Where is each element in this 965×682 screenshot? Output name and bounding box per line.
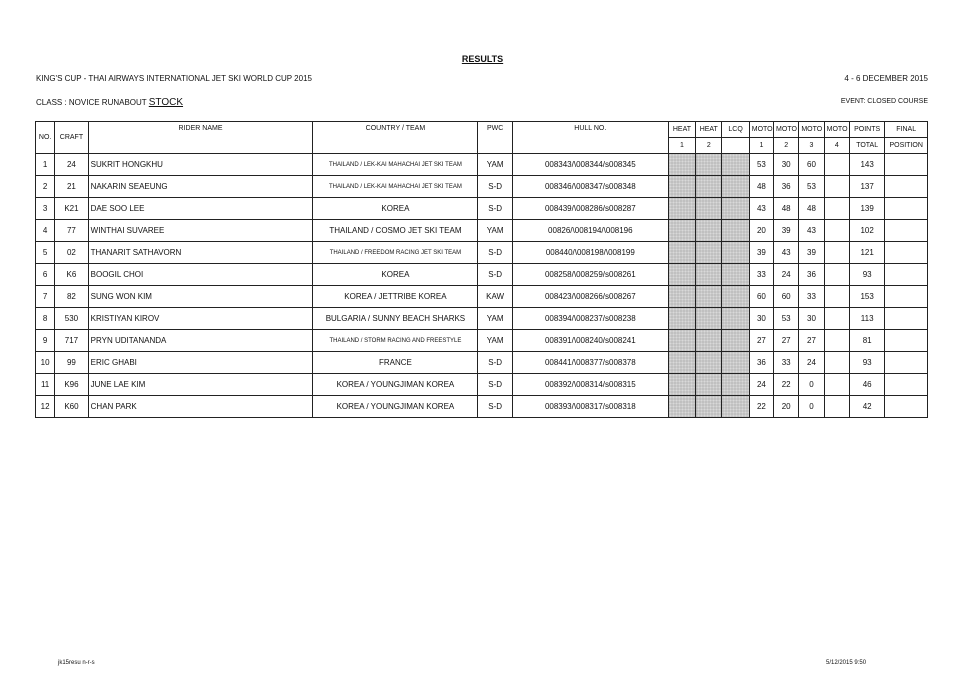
table-row	[36, 198, 928, 220]
cell-moto2: 36	[774, 176, 799, 198]
cell-country: FRANCE	[313, 352, 478, 374]
cell-moto2: 43	[774, 242, 799, 264]
table-row	[36, 286, 928, 308]
cell-moto2: 39	[774, 220, 799, 242]
cell-pwc: YAM	[478, 220, 512, 242]
cell-heat2	[696, 264, 722, 286]
cell-craft: K6	[55, 264, 88, 286]
table-row	[36, 352, 928, 374]
cell-heat2	[696, 176, 722, 198]
cell-craft: 02	[55, 242, 88, 264]
col-heat1: HEAT	[668, 122, 695, 138]
cell-heat1	[668, 154, 695, 176]
cell-moto4	[824, 308, 849, 330]
cell-heat1	[668, 286, 695, 308]
cell-moto3: 48	[799, 198, 824, 220]
cell-no: 4	[36, 220, 55, 242]
cell-total: 153	[849, 286, 884, 308]
cell-lcq	[722, 220, 749, 242]
cell-lcq	[722, 352, 749, 374]
cell-moto4	[824, 286, 849, 308]
table-row	[36, 154, 928, 176]
cell-hull: 00826/\008194/\008196	[512, 220, 668, 242]
cell-pwc: S-D	[478, 396, 512, 418]
col-moto1-sub: 1	[749, 138, 773, 154]
col-lcq-sub	[722, 138, 749, 154]
cell-moto3: 0	[799, 374, 824, 396]
cell-country: THAILAND / COSMO JET SKI TEAM	[313, 220, 478, 242]
cell-hull: 008346/\008347/s008348	[512, 176, 668, 198]
cell-moto3: 30	[799, 308, 824, 330]
col-heat1-sub: 1	[668, 138, 695, 154]
cell-heat2	[696, 330, 722, 352]
cell-total: 93	[849, 264, 884, 286]
cell-no: 12	[36, 396, 55, 418]
cell-final	[885, 220, 928, 242]
cell-no: 9	[36, 330, 55, 352]
cell-heat2	[696, 308, 722, 330]
cell-heat2	[696, 198, 722, 220]
cell-lcq	[722, 198, 749, 220]
cell-moto1: 43	[749, 198, 773, 220]
cell-moto1: 27	[749, 330, 773, 352]
cell-country: KOREA	[313, 264, 478, 286]
cell-hull: 008394/\008237/s008238	[512, 308, 668, 330]
cell-pwc: YAM	[478, 308, 512, 330]
cell-moto3: 43	[799, 220, 824, 242]
cell-heat2	[696, 396, 722, 418]
cell-lcq	[722, 286, 749, 308]
cell-rider: NAKARIN SEAEUNG	[88, 176, 313, 198]
cell-hull: 008258/\008259/s008261	[512, 264, 668, 286]
col-lcq: LCQ	[722, 122, 749, 138]
cell-lcq	[722, 396, 749, 418]
col-final-sub: POSITION	[885, 138, 928, 154]
cell-no: 2	[36, 176, 55, 198]
cell-final	[885, 154, 928, 176]
cell-lcq	[722, 330, 749, 352]
cell-total: 137	[849, 176, 884, 198]
cell-country: KOREA / JETTRIBE KOREA	[313, 286, 478, 308]
cell-lcq	[722, 308, 749, 330]
cell-rider: JUNE LAE KIM	[88, 374, 313, 396]
cell-heat2	[696, 374, 722, 396]
cell-lcq	[722, 264, 749, 286]
cell-moto2: 48	[774, 198, 799, 220]
cell-final	[885, 242, 928, 264]
cell-hull: 008391/\008240/s008241	[512, 330, 668, 352]
cell-lcq	[722, 242, 749, 264]
cell-moto4	[824, 352, 849, 374]
cell-moto2: 33	[774, 352, 799, 374]
col-moto4: MOTO	[824, 122, 849, 138]
cell-hull: 008441/\008377/s008378	[512, 352, 668, 374]
col-no: NO.	[36, 122, 55, 154]
col-craft: CRAFT	[55, 122, 88, 154]
cell-total: 46	[849, 374, 884, 396]
cell-country: THAILAND / LEK-KAI MAHACHAI JET SKI TEAM	[313, 176, 478, 198]
cell-heat2	[696, 154, 722, 176]
cell-rider: SUKRIT HONGKHU	[88, 154, 313, 176]
cell-moto4	[824, 242, 849, 264]
cell-heat1	[668, 176, 695, 198]
event-dates: 4 - 6 DECEMBER 2015	[844, 74, 928, 83]
cell-heat2	[696, 242, 722, 264]
cell-craft: 77	[55, 220, 88, 242]
cell-final	[885, 264, 928, 286]
cell-rider: DAE SOO LEE	[88, 198, 313, 220]
cell-final	[885, 374, 928, 396]
cell-moto4	[824, 220, 849, 242]
cell-moto4	[824, 198, 849, 220]
col-country: COUNTRY / TEAM	[313, 122, 478, 154]
cell-lcq	[722, 176, 749, 198]
cell-craft: 99	[55, 352, 88, 374]
cell-moto1: 33	[749, 264, 773, 286]
cell-no: 1	[36, 154, 55, 176]
cell-rider: KRISTIYAN KIROV	[88, 308, 313, 330]
cell-craft: 21	[55, 176, 88, 198]
cell-moto4	[824, 264, 849, 286]
table-row	[36, 330, 928, 352]
cell-no: 10	[36, 352, 55, 374]
cell-heat2	[696, 220, 722, 242]
cell-moto3: 60	[799, 154, 824, 176]
cell-final	[885, 352, 928, 374]
cell-final	[885, 198, 928, 220]
cell-country: THAILAND / LEK-KAI MAHACHAI JET SKI TEAM	[313, 154, 478, 176]
cell-pwc: S-D	[478, 242, 512, 264]
cell-total: 93	[849, 352, 884, 374]
page-title: RESULTS	[461, 54, 504, 64]
cell-craft: 717	[55, 330, 88, 352]
table-row	[36, 242, 928, 264]
table-row	[36, 396, 928, 418]
col-final: FINAL	[885, 122, 928, 138]
col-heat2: HEAT	[696, 122, 722, 138]
cell-heat1	[668, 374, 695, 396]
cell-moto1: 53	[749, 154, 773, 176]
cell-rider: SUNG WON KIM	[88, 286, 313, 308]
cell-moto3: 27	[799, 330, 824, 352]
cell-country: KOREA / YOUNGJIMAN KOREA	[313, 396, 478, 418]
cell-moto2: 60	[774, 286, 799, 308]
cell-moto1: 39	[749, 242, 773, 264]
cell-heat1	[668, 396, 695, 418]
col-moto4-sub: 4	[824, 138, 849, 154]
cell-total: 81	[849, 330, 884, 352]
cell-moto3: 39	[799, 242, 824, 264]
class-prefix: CLASS : NOVICE RUNABOUT	[36, 98, 149, 107]
cell-hull: 008392/\008314/s008315	[512, 374, 668, 396]
col-heat2-sub: 2	[696, 138, 722, 154]
cell-rider: PRYN UDITANANDA	[88, 330, 313, 352]
col-moto2-sub: 2	[774, 138, 799, 154]
cell-lcq	[722, 154, 749, 176]
col-moto3-sub: 3	[799, 138, 824, 154]
cell-moto1: 48	[749, 176, 773, 198]
cell-moto1: 24	[749, 374, 773, 396]
cell-moto3: 33	[799, 286, 824, 308]
cell-hull: 008423/\008266/s008267	[512, 286, 668, 308]
col-moto3: MOTO	[799, 122, 824, 138]
cell-rider: THANARIT SATHAVORN	[88, 242, 313, 264]
cell-pwc: S-D	[478, 198, 512, 220]
cell-hull: 008393/\008317/s008318	[512, 396, 668, 418]
cell-moto4	[824, 176, 849, 198]
cell-hull: 008440/\008198/\008199	[512, 242, 668, 264]
cell-moto4	[824, 374, 849, 396]
cell-total: 113	[849, 308, 884, 330]
cell-pwc: YAM	[478, 330, 512, 352]
cell-no: 3	[36, 198, 55, 220]
cell-moto3: 53	[799, 176, 824, 198]
cell-craft: K60	[55, 396, 88, 418]
cell-heat1	[668, 264, 695, 286]
cell-country: THAILAND / FREEDOM RACING JET SKI TEAM	[313, 242, 478, 264]
cell-moto1: 22	[749, 396, 773, 418]
table-row	[36, 374, 928, 396]
cell-moto4	[824, 396, 849, 418]
event-type: EVENT: CLOSED COURSE	[840, 98, 928, 105]
cell-heat1	[668, 330, 695, 352]
cell-heat1	[668, 352, 695, 374]
results-table	[35, 121, 928, 418]
cell-heat2	[696, 286, 722, 308]
cell-heat1	[668, 308, 695, 330]
cell-country: BULGARIA / SUNNY BEACH SHARKS	[313, 308, 478, 330]
cell-moto2: 24	[774, 264, 799, 286]
cell-craft: 82	[55, 286, 88, 308]
cell-country: KOREA	[313, 198, 478, 220]
col-moto2: MOTO	[774, 122, 799, 138]
cell-moto2: 27	[774, 330, 799, 352]
cell-no: 5	[36, 242, 55, 264]
cell-pwc: S-D	[478, 176, 512, 198]
event-name: KING'S CUP - THAI AIRWAYS INTERNATIONAL JET SKI WORLD CUP 2015	[36, 74, 312, 83]
col-hull: HULL NO.	[512, 122, 668, 154]
col-points: POINTS	[849, 122, 884, 138]
cell-rider: WINTHAI SUVAREE	[88, 220, 313, 242]
cell-hull: 008343/\008344/s008345	[512, 154, 668, 176]
cell-moto3: 24	[799, 352, 824, 374]
cell-moto2: 53	[774, 308, 799, 330]
cell-moto1: 36	[749, 352, 773, 374]
cell-rider: CHAN PARK	[88, 396, 313, 418]
cell-heat2	[696, 352, 722, 374]
col-rider: RIDER NAME	[88, 122, 313, 154]
class-label	[36, 97, 183, 108]
class-stock: STOCK	[148, 97, 184, 108]
cell-moto4	[824, 154, 849, 176]
cell-moto1: 20	[749, 220, 773, 242]
cell-pwc: S-D	[478, 374, 512, 396]
cell-lcq	[722, 374, 749, 396]
cell-hull: 008439/\008286/s008287	[512, 198, 668, 220]
cell-total: 139	[849, 198, 884, 220]
col-pwc: PWC	[478, 122, 512, 154]
cell-moto1: 60	[749, 286, 773, 308]
cell-no: 6	[36, 264, 55, 286]
cell-craft: K96	[55, 374, 88, 396]
cell-rider: BOOGIL CHOI	[88, 264, 313, 286]
cell-craft: 530	[55, 308, 88, 330]
footer-file-code: jk15resu n-r-s	[58, 660, 95, 666]
cell-final	[885, 176, 928, 198]
col-moto1: MOTO	[749, 122, 773, 138]
cell-moto3: 36	[799, 264, 824, 286]
cell-total: 102	[849, 220, 884, 242]
table-row	[36, 264, 928, 286]
cell-pwc: YAM	[478, 154, 512, 176]
cell-heat1	[668, 242, 695, 264]
cell-heat1	[668, 220, 695, 242]
cell-total: 143	[849, 154, 884, 176]
cell-moto1: 30	[749, 308, 773, 330]
table-row	[36, 308, 928, 330]
cell-rider: ERIC GHABI	[88, 352, 313, 374]
results-body	[36, 154, 928, 418]
cell-pwc: S-D	[478, 352, 512, 374]
cell-total: 42	[849, 396, 884, 418]
cell-moto2: 20	[774, 396, 799, 418]
cell-craft: K21	[55, 198, 88, 220]
cell-final	[885, 286, 928, 308]
cell-heat1	[668, 198, 695, 220]
cell-no: 8	[36, 308, 55, 330]
cell-craft: 24	[55, 154, 88, 176]
cell-final	[885, 396, 928, 418]
cell-no: 7	[36, 286, 55, 308]
table-row	[36, 176, 928, 198]
header-row	[36, 122, 928, 138]
cell-total: 121	[849, 242, 884, 264]
cell-moto2: 22	[774, 374, 799, 396]
col-points-sub: TOTAL	[849, 138, 884, 154]
cell-country: THAILAND / STORM RACING AND FREESTYLE	[313, 330, 478, 352]
cell-pwc: S-D	[478, 264, 512, 286]
table-row	[36, 220, 928, 242]
cell-moto4	[824, 330, 849, 352]
cell-country: KOREA / YOUNGJIMAN KOREA	[313, 374, 478, 396]
cell-moto2: 30	[774, 154, 799, 176]
cell-moto3: 0	[799, 396, 824, 418]
cell-no: 11	[36, 374, 55, 396]
footer-timestamp: 5/12/2015 9:50	[826, 660, 867, 666]
cell-final	[885, 330, 928, 352]
cell-pwc: KAW	[478, 286, 512, 308]
cell-final	[885, 308, 928, 330]
